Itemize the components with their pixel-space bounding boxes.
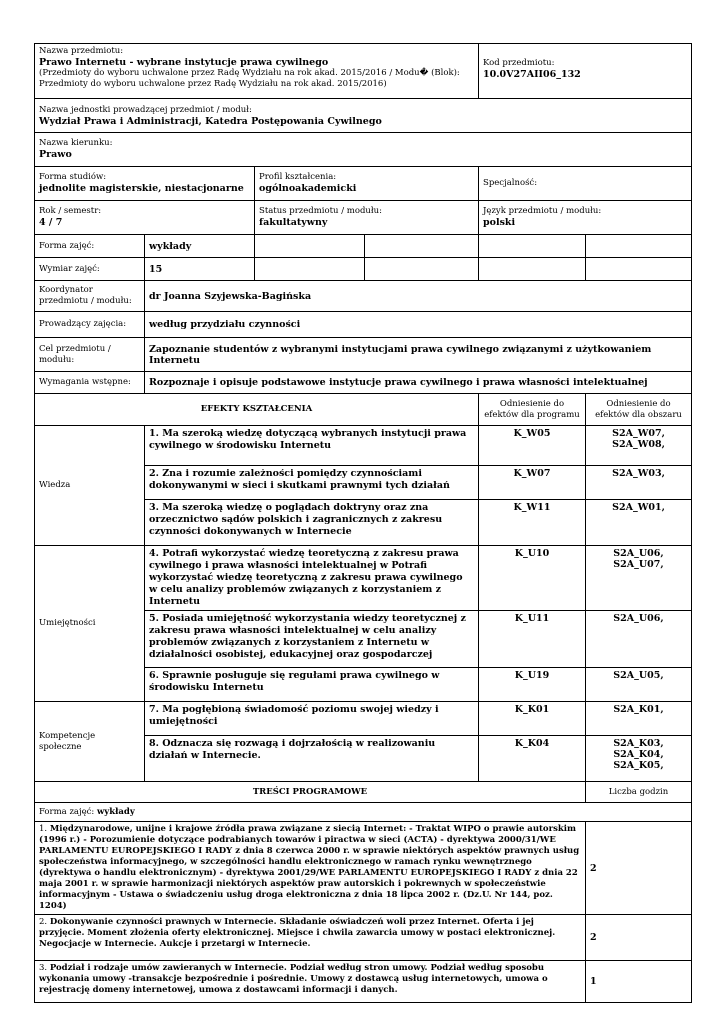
language-cell xyxy=(479,201,692,235)
lecturer-row xyxy=(35,312,692,338)
lecturer-label: Prowadzący zajęcia: xyxy=(35,312,145,338)
code-cell xyxy=(479,44,692,99)
effects-col-program: Odniesienie do efektów dla programu xyxy=(479,394,586,426)
area-code-line: S2A_K01, xyxy=(613,704,664,715)
specialty-cell xyxy=(479,167,692,201)
class-hours-empty-1 xyxy=(255,258,365,281)
content-item-text xyxy=(35,915,586,961)
class-hours-empty-4 xyxy=(586,258,692,281)
area-code-line: S2A_U06, xyxy=(613,613,664,624)
class-hours-empty-2 xyxy=(365,258,479,281)
content-item-hours: 2 xyxy=(586,915,692,961)
effect-row xyxy=(35,546,692,611)
content-item-body: Podział i rodzaje umów zawieranych w Internecie. Podział według stron umowy. Podział według sposobu wykonania umowy -transakcje bezpośrednie i pośrednie. Umowy z dostawcą usług internetowych, umowa o rejestrację domeny internetowej, umowa z dostawcami informacji i danych. xyxy=(39,963,548,995)
language-label: Język przedmiotu / modułu: xyxy=(483,206,602,216)
form-cell xyxy=(35,167,255,201)
requirements-label: Wymagania wstępne: xyxy=(35,372,145,394)
subject-name: Prawo Internetu - wybrane instytucje prawa cywilnego xyxy=(39,57,329,68)
profile-cell xyxy=(255,167,479,201)
effect-text: 2. Zna i rozumie zależności pomiędzy czynnościami dokonywanymi w sieci i skutkami prawnymi tych działań xyxy=(145,466,479,500)
class-hours-value: 15 xyxy=(145,258,255,281)
subject-row xyxy=(35,44,692,99)
effect-area-code xyxy=(586,426,692,466)
effect-text: 1. Ma szeroką wiedzę dotyczącą wybranych instytucji prawa cywilnego w środowisku Internetu xyxy=(145,426,479,466)
class-hours-label: Wymiar zajęć: xyxy=(35,258,145,281)
form-value: jednolite magisterskie, niestacjonarne xyxy=(39,183,244,194)
status-value: fakultatywny xyxy=(259,217,328,228)
syllabus-table xyxy=(34,43,692,1003)
content-item-num: 3. xyxy=(39,963,48,973)
status-cell xyxy=(255,201,479,235)
content-item-num: 1. xyxy=(39,824,48,834)
area-code-line: S2A_K03, xyxy=(613,738,664,749)
class-hours-empty-3 xyxy=(479,258,586,281)
subject-note-2: Przedmioty do wyboru uchwalone przez Radę Wydziału na rok akad. 2015/2016) xyxy=(39,79,387,89)
content-item-hours: 1 xyxy=(586,961,692,1003)
year-row xyxy=(35,201,692,235)
content-item-text xyxy=(35,961,586,1003)
content-title: TREŚCI PROGRAMOWE xyxy=(35,782,586,803)
effect-program-code: K_U19 xyxy=(479,668,586,702)
year-value: 4 / 7 xyxy=(39,217,63,228)
effect-text: 4. Potrafi wykorzystać wiedzę teoretyczną z zakresu prawa cywilnego i prawa własności intelektualnej w Potrafi wykorzystać wiedzę teoretyczną z zakresu prawa cywilnego w celu analizy problemów związanych z korzystaniem z Internetu xyxy=(145,546,479,611)
area-code-line: S2A_W07, xyxy=(612,428,665,439)
area-code-line: S2A_K05, xyxy=(613,760,664,771)
effect-program-code: K_K04 xyxy=(479,736,586,782)
content-hours-label: Liczba godzin xyxy=(586,782,692,803)
effect-group-label: Umiejętności xyxy=(35,546,145,702)
unit-cell xyxy=(35,99,692,133)
year-cell xyxy=(35,201,255,235)
area-code-line: S2A_U06, xyxy=(613,548,664,559)
unit-label: Nazwa jednostki prowadzącej przedmiot / moduł: xyxy=(39,105,252,115)
effect-text: 7. Ma pogłębioną świadomość poziomu swojej wiedzy i umiejętności xyxy=(145,702,479,736)
effect-text: 3. Ma szeroką wiedzę o poglądach doktryny oraz zna orzecznictwo sądów polskich i zagranicznych z zakresu czynności dokonywanych w Internecie xyxy=(145,500,479,546)
class-form-label: Forma zajęć: xyxy=(35,235,145,258)
specialty-label: Specjalność: xyxy=(483,178,538,188)
effect-area-code xyxy=(586,702,692,736)
syllabus-page xyxy=(34,43,691,1003)
lecturer-value: według przydziału czynności xyxy=(145,312,692,338)
goal-row xyxy=(35,338,692,372)
effects-header-row xyxy=(35,394,692,426)
content-form-row xyxy=(35,803,692,822)
goal-value: Zapoznanie studentów z wybranymi instytucjami prawa cywilnego związanymi z użytkowaniem Internetu xyxy=(145,338,692,372)
effect-row xyxy=(35,426,692,466)
effect-program-code: K_W07 xyxy=(479,466,586,500)
content-item-body: Dokonywanie czynności prawnych w Internecie. Składanie oświadczeń woli przez Internet. Oferta i jej przyjęcie. Moment złożenia oferty elektronicznej. Miejsce i chwila zawarcia umowy w postaci elektronicznej. Negocjacje w Internecie. Aukcje i przetargi w Internecie. xyxy=(39,917,556,949)
code-value: 10.0V27AII06_132 xyxy=(483,69,581,80)
effect-area-code xyxy=(586,466,692,500)
area-code-line: S2A_K04, xyxy=(613,749,664,760)
area-code-line: S2A_W03, xyxy=(612,468,665,479)
content-form-cell xyxy=(35,803,692,822)
area-code-line: S2A_W08, xyxy=(612,439,665,450)
content-item-num: 2. xyxy=(39,917,48,927)
effects-title: EFEKTY KSZTAŁCENIA xyxy=(35,394,479,426)
content-form-value: wykłady xyxy=(96,806,135,817)
class-form-row xyxy=(35,235,692,258)
subject-note-1: (Przedmioty do wyboru uchwalone przez Radę Wydziału na rok akad. 2015/2016 / Modu� (Blok): xyxy=(39,68,460,78)
direction-cell xyxy=(35,133,692,167)
unit-row xyxy=(35,99,692,133)
coordinator-label: Koordynator przedmiotu / modułu: xyxy=(35,281,145,312)
area-code-line: S2A_U05, xyxy=(613,670,664,681)
class-form-empty-1 xyxy=(255,235,365,258)
language-value: polski xyxy=(483,217,516,228)
class-form-empty-2 xyxy=(365,235,479,258)
content-item-row xyxy=(35,915,692,961)
direction-label: Nazwa kierunku: xyxy=(39,138,113,148)
effect-area-code xyxy=(586,736,692,782)
profile-label: Profil kształcenia: xyxy=(259,172,337,182)
effect-program-code: K_U11 xyxy=(479,611,586,668)
content-item-row xyxy=(35,961,692,1003)
coordinator-value: dr Joanna Szyjewska-Bagińska xyxy=(145,281,692,312)
content-header-row xyxy=(35,782,692,803)
requirements-value: Rozpoznaje i opisuje podstawowe instytucje prawa cywilnego i prawa własności intelektualnej xyxy=(145,372,692,394)
content-form-prefix: Forma zajęć: xyxy=(39,806,95,817)
code-label: Kod przedmiotu: xyxy=(483,58,555,68)
effect-program-code: K_K01 xyxy=(479,702,586,736)
effect-area-code xyxy=(586,668,692,702)
year-label: Rok / semestr: xyxy=(39,206,102,216)
content-item-text xyxy=(35,822,586,915)
effect-program-code: K_W05 xyxy=(479,426,586,466)
goal-label: Cel przedmiotu / modułu: xyxy=(35,338,145,372)
direction-row xyxy=(35,133,692,167)
effects-col-area: Odniesienie do efektów dla obszaru xyxy=(586,394,692,426)
effect-text: 8. Odznacza się rozwagą i dojrzałością w realizowaniu działań w Internecie. xyxy=(145,736,479,782)
form-label: Forma studiów: xyxy=(39,172,107,182)
class-form-value: wykłady xyxy=(145,235,255,258)
direction-value: Prawo xyxy=(39,149,72,160)
requirements-row xyxy=(35,372,692,394)
effect-area-code xyxy=(586,611,692,668)
class-hours-row xyxy=(35,258,692,281)
class-form-empty-3 xyxy=(479,235,586,258)
area-code-line: S2A_U07, xyxy=(613,559,664,570)
coordinator-row xyxy=(35,281,692,312)
effect-text: 5. Posiada umiejętność wykorzystania wiedzy teoretycznej z zakresu prawa własności intelektualnej w celu analizy problemów związanych z korzystaniem z Internetu w działalności osobistej, edukacyjnej oraz gospodarczej xyxy=(145,611,479,668)
content-item-body: Międzynarodowe, unijne i krajowe źródła prawa związane z siecią Internet: - Traktat WIPO o prawie autorskim (1996 r.) - Porozumienie dotyczące podrabianych towarów i piractwa w sieci (ACTA) - dyrektywa 2000/31/WE PARLAMENTU EUROPEJSKIEGO I RADY z dnia 8 czerwca 2000 r. w sprawie niektórych aspektów prawnych usług społeczeństwa informacyjnego, w szczególności handlu elektronicznego w ramach rynku wewnętrznego (dyrektywa o handlu elektronicznym) - dyrektywa 2001/29/WE PARLAMENTU EUROPEJSKIEGO I RADY z dnia 22 maja 2001 r. w sprawie harmonizacji niektórych aspektów praw autorskich i pokrewnych w społeczeństwie informacyjnym - Ustawa o świadczeniu usług droga elektroniczna z dnia 18 lipca 2002 r. (Dz.U. Nr 144, poz. 1204) xyxy=(39,824,580,911)
effect-program-code: K_U10 xyxy=(479,546,586,611)
class-form-empty-4 xyxy=(586,235,692,258)
form-row xyxy=(35,167,692,201)
effect-area-code xyxy=(586,500,692,546)
effect-row xyxy=(35,702,692,736)
effect-text: 6. Sprawnie posługuje się regułami prawa cywilnego w środowisku Internetu xyxy=(145,668,479,702)
subject-label: Nazwa przedmiotu: xyxy=(39,46,124,56)
subject-cell xyxy=(35,44,479,99)
status-label: Status przedmiotu / modułu: xyxy=(259,206,382,216)
effect-group-label: Kompetencje społeczne xyxy=(35,702,145,782)
effect-program-code: K_W11 xyxy=(479,500,586,546)
content-item-hours: 2 xyxy=(586,822,692,915)
content-item-row xyxy=(35,822,692,915)
unit-value: Wydział Prawa i Administracji, Katedra Postępowania Cywilnego xyxy=(39,116,382,127)
profile-value: ogólnoakademicki xyxy=(259,183,357,194)
effect-area-code xyxy=(586,546,692,611)
area-code-line: S2A_W01, xyxy=(612,502,665,513)
effect-group-label: Wiedza xyxy=(35,426,145,546)
